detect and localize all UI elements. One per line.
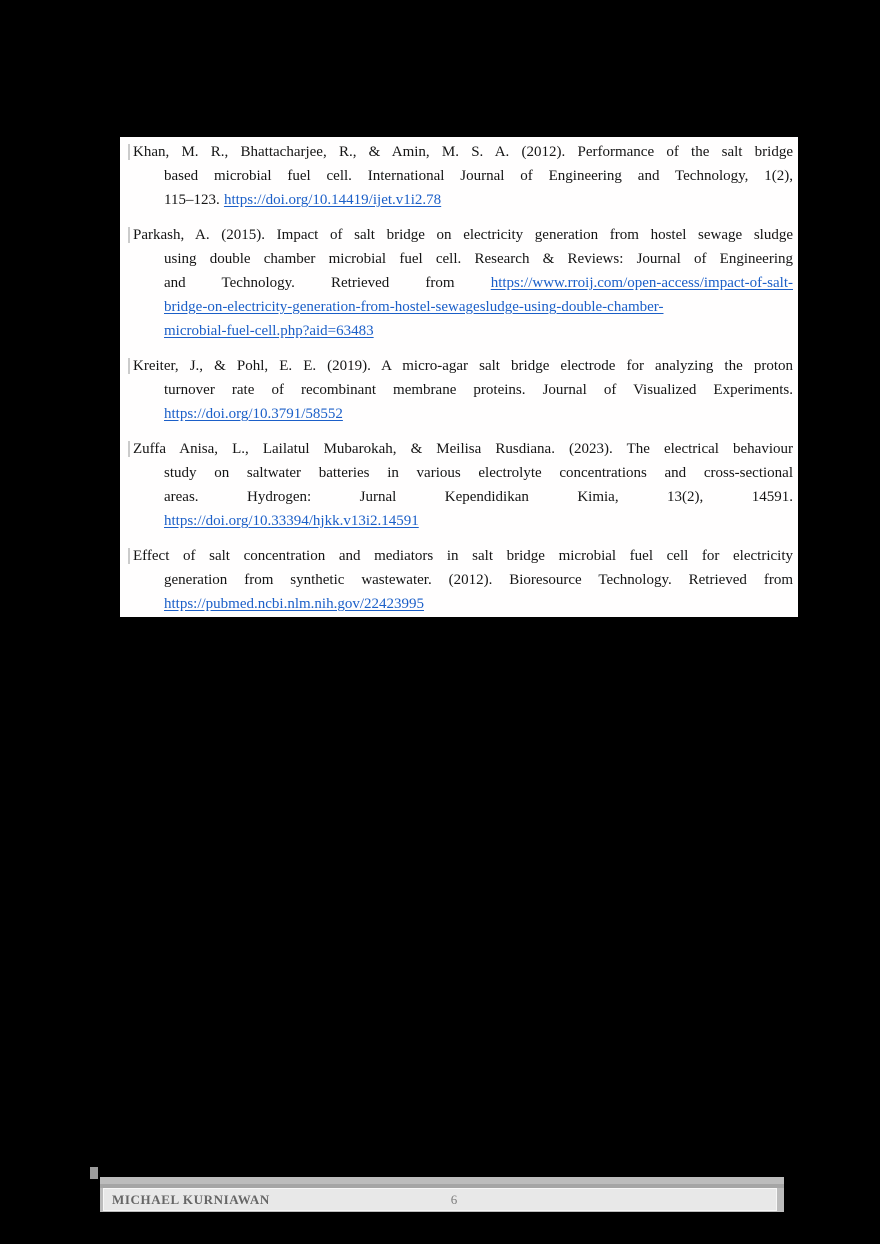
- reference-text: Khan, M. R., Bhattacharjee, R., & Amin, M. S. A. (2012). Performance of the salt bridge: [133, 144, 793, 160]
- footer-box: [103, 1188, 777, 1211]
- reference-line: [164, 568, 793, 592]
- reference-line: [164, 402, 793, 426]
- reference-line: [164, 188, 793, 212]
- reference-line: [133, 437, 793, 461]
- reference-entry: [133, 354, 793, 426]
- reference-line: [164, 378, 793, 402]
- reference-text: Kreiter, J., & Pohl, E. E. (2019). A micro-agar salt bridge electrode for analyzing the proton: [133, 358, 793, 374]
- reference-line: [133, 544, 793, 568]
- reference-text: generation from synthetic wastewater. (2012). Bioresource Technology. Retrieved from: [164, 572, 793, 588]
- reference-text: using double chamber microbial fuel cell. Research & Reviews: Journal of Engineering: [164, 251, 793, 267]
- reference-link[interactable]: https://doi.org/10.14419/ijet.v1i2.78: [223, 192, 442, 208]
- reference-text: Zuffa Anisa, L., Lailatul Mubarokah, & Meilisa Rusdiana. (2023). The electrical behaviour: [133, 441, 793, 457]
- reference-line: [164, 271, 793, 295]
- reference-entry: [133, 437, 793, 533]
- reference-line: [133, 140, 793, 164]
- reference-line: [164, 509, 793, 533]
- reference-line: [164, 247, 793, 271]
- reference-line: [164, 295, 793, 319]
- reference-line: [133, 354, 793, 378]
- reference-link[interactable]: https://doi.org/10.33394/hjkk.v13i2.14591: [164, 513, 419, 529]
- reference-line: [164, 319, 793, 343]
- reference-link[interactable]: https://doi.org/10.3791/58552: [164, 406, 343, 422]
- reference-text: Parkash, A. (2015). Impact of salt bridge on electricity generation from hostel sewage sludge: [133, 227, 793, 243]
- reference-link[interactable]: https://pubmed.ncbi.nlm.nih.gov/22423995: [164, 596, 424, 612]
- reference-text: and Technology. Retrieved from: [164, 275, 491, 291]
- footer-author: MICHAEL KURNIAWAN: [112, 1191, 270, 1207]
- reference-text: based microbial fuel cell. International Journal of Engineering and Technology, 1(2),: [164, 168, 793, 184]
- reference-line: [164, 485, 793, 509]
- reference-text: Effect of salt concentration and mediators in salt bridge microbial fuel cell for electricity: [133, 548, 793, 564]
- reference-text: turnover rate of recombinant membrane proteins. Journal of Visualized Experiments.: [164, 382, 793, 398]
- reference-text: 115–123.: [164, 192, 224, 208]
- page-edge-notch: [90, 1167, 98, 1179]
- reference-entry: [133, 140, 793, 212]
- reference-text: study on saltwater batteries in various electrolyte concentrations and cross-sectional: [164, 465, 793, 481]
- reference-link[interactable]: bridge-on-electricity-generation-from-hostel-sewagesludge-using-double-chamber-: [164, 299, 664, 315]
- footer-page-number: 6: [450, 1191, 458, 1207]
- references-list: [133, 140, 793, 616]
- reference-line: [164, 164, 793, 188]
- reference-link[interactable]: https://www.rroij.com/open-access/impact-of-salt-: [490, 275, 793, 291]
- document-page: [120, 137, 798, 617]
- reference-entry: [133, 223, 793, 343]
- reference-text: areas. Hydrogen: Jurnal Kependidikan Kimia, 13(2), 14591.: [164, 489, 793, 505]
- reference-line: [164, 592, 793, 616]
- reference-line: [133, 223, 793, 247]
- reference-entry: [133, 544, 793, 616]
- reference-link[interactable]: microbial-fuel-cell.php?aid=63483: [164, 323, 374, 339]
- reference-line: [164, 461, 793, 485]
- footer-bar: [100, 1177, 784, 1212]
